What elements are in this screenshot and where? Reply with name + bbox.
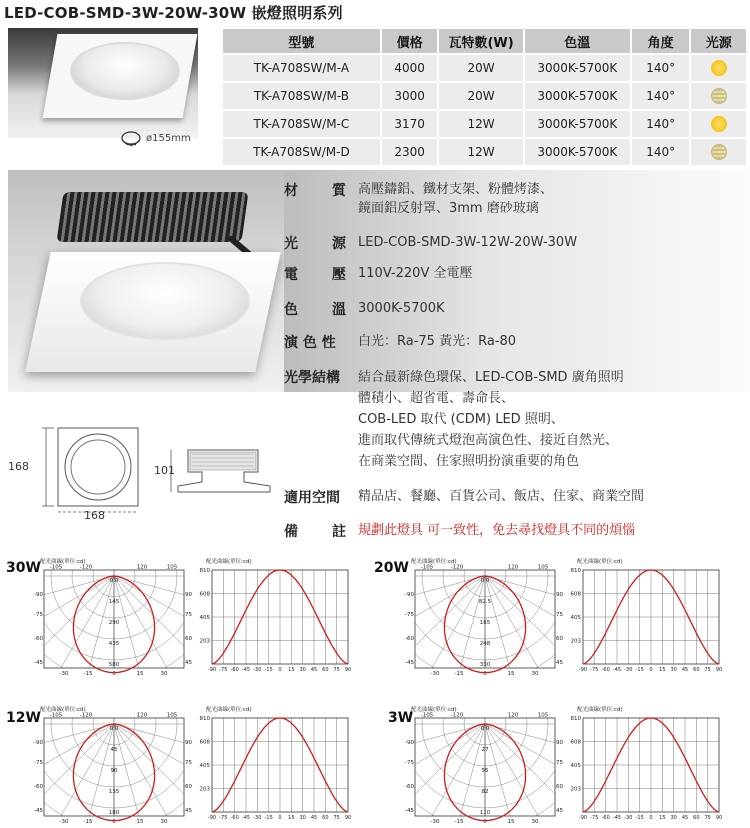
line-x-tick: 75 [704, 815, 711, 821]
line-title: 配光曲線(單位:cd) [206, 707, 252, 713]
polar-ring-label: 90 [110, 768, 118, 774]
polar-angle-label: 0 [112, 671, 116, 677]
line-x-tick: 45 [681, 667, 689, 673]
polar-ring-label: 145 [108, 599, 120, 605]
polar-ring-label: 580 [108, 662, 120, 668]
line-x-tick: 60 [693, 667, 700, 673]
line-x-tick: -15 [264, 667, 273, 673]
attr-value: 3000K-5700K [358, 301, 445, 316]
line-x-tick: 30 [670, 815, 677, 821]
line-y-tick: 405 [570, 763, 581, 769]
polar-angle-label: 60 [185, 636, 192, 642]
polar-angle-label: 105 [166, 564, 178, 571]
chart-12w [34, 704, 352, 828]
line-x-tick: -90 [578, 815, 588, 821]
line-x-tick: -60 [601, 667, 610, 673]
product-ring-large [80, 262, 250, 340]
line-x-tick: -45 [612, 815, 622, 821]
polar-angle-label: 60 [556, 784, 563, 790]
line-x-tick: -60 [230, 815, 239, 821]
attr-value: 鏡面鋁反射罩、3mm 磨砂玻璃 [358, 201, 539, 216]
attr-value: 在商業空間、住家照明扮演重要的角色 [358, 454, 580, 469]
cell-source [691, 111, 746, 137]
attr-value: COB-LED 取代 (CDM) LED 照明、 [358, 412, 564, 427]
polar-angle-label: 90 [556, 592, 563, 598]
product-ring [70, 42, 180, 100]
line-x-tick: -30 [253, 667, 262, 673]
line-x-tick: -15 [264, 815, 273, 821]
line-x-tick: -30 [624, 667, 633, 673]
attr-label: 壓 [332, 267, 346, 283]
line-x-tick: 0 [649, 667, 653, 673]
dim-height: 168 [8, 460, 29, 473]
polar-angle-label: 90 [556, 740, 563, 746]
line-x-tick: 45 [681, 815, 689, 821]
line-x-tick: 75 [704, 667, 711, 673]
line-x-tick: -60 [601, 815, 610, 821]
line-y-tick: 810 [570, 716, 581, 722]
attr-label: 電 [284, 267, 298, 283]
line-x-tick: 90 [715, 667, 723, 673]
cell-model: TK-A708SW/M-A [223, 55, 380, 81]
cob-led-icon [711, 116, 727, 132]
polar-angle-label: -15 [454, 819, 464, 825]
polar-angle-label: -90 [405, 592, 414, 598]
line-x-tick: 15 [659, 815, 666, 821]
spec-table [221, 27, 748, 167]
polar-angle-label: 0 [112, 819, 116, 825]
cell-angle: 140° [632, 83, 690, 109]
polar-angle-label: -105 [49, 564, 63, 571]
line-y-tick: 405 [199, 763, 210, 769]
polar-angle-label: -30 [430, 671, 440, 677]
attr-label: 適用空間 [284, 490, 340, 506]
table-row [223, 55, 746, 81]
attr-label: 註 [332, 524, 346, 540]
line-y-tick: 203 [199, 786, 210, 793]
polar-angle-label: 30 [160, 819, 168, 825]
polar-angle-label: 75 [556, 760, 563, 766]
col-angle: 角度 [632, 29, 690, 53]
polar-angle-label: -30 [430, 819, 440, 825]
chart-30w [34, 556, 352, 680]
polar-angle-label: -60 [34, 636, 43, 642]
attr-value: 體積小、超省電、壽命長、 [358, 391, 515, 406]
chart-label-12w: 12W [6, 710, 41, 726]
line-x-tick: -45 [612, 667, 622, 673]
polar-ring-label: 0.0 [480, 578, 490, 584]
polar-angle-label: -30 [59, 819, 69, 825]
cell-watt: 12W [439, 111, 522, 137]
polar-title: 配光曲線(單位:cd) [411, 559, 457, 565]
cutout-size: ø155mm [146, 133, 191, 144]
polar-angle-label: 30 [160, 671, 168, 677]
line-x-tick: 0 [278, 815, 282, 821]
polar-angle-label: 75 [185, 760, 192, 766]
page-title: LED-COB-SMD-3W-20W-30W 嵌燈照明系列 [4, 4, 343, 22]
line-y-tick: 405 [570, 615, 581, 621]
line-x-tick: 30 [670, 667, 677, 673]
line-x-tick: -90 [578, 667, 588, 673]
line-x-tick: -15 [635, 815, 644, 821]
attr-value: 精品店、餐廳、百貨公司、飯店、住家、商業空間 [358, 489, 645, 504]
col-cct: 色溫 [525, 29, 630, 53]
polar-angle-label: -30 [59, 671, 69, 677]
attr-note-value: 規劃此燈具 可一致性，免去尋找燈具不同的煩惱 [358, 523, 636, 538]
polar-angle-label: 120 [136, 712, 148, 719]
polar-ring-label: 55 [481, 768, 489, 774]
polar-angle-label: -75 [405, 612, 414, 618]
polar-angle-label: -105 [49, 712, 63, 719]
cell-price: 2300 [382, 139, 438, 165]
polar-angle-label: -45 [34, 808, 43, 814]
cell-cct: 3000K-5700K [525, 83, 630, 109]
cell-watt: 20W [439, 83, 522, 109]
polar-angle-label: 30 [531, 819, 539, 825]
polar-title: 配光曲線(單位:cd) [411, 707, 457, 713]
polar-angle-label: 15 [507, 671, 515, 677]
cutout-icon [120, 130, 142, 148]
polar-angle-label: -45 [34, 660, 43, 666]
dim-depth: 101 [154, 464, 175, 477]
line-x-tick: 45 [310, 667, 318, 673]
polar-angle-label: -90 [405, 740, 414, 746]
line-x-tick: 15 [659, 667, 666, 673]
cell-model: TK-A708SW/M-D [223, 139, 380, 165]
line-x-tick: 30 [299, 667, 306, 673]
polar-ring-label: 110 [479, 810, 491, 816]
cell-angle: 140° [632, 55, 690, 81]
polar-angle-label: 75 [556, 612, 563, 618]
line-x-tick: -75 [590, 815, 599, 821]
line-x-tick: 75 [333, 667, 340, 673]
product-photo-large [8, 170, 284, 392]
chart-label-3w: 3W [388, 710, 414, 726]
polar-angle-label: -105 [420, 564, 434, 571]
line-x-tick: 90 [344, 815, 352, 821]
line-x-tick: -45 [241, 667, 251, 673]
attr-label: 備 [284, 524, 298, 540]
polar-angle-label: 0 [483, 671, 487, 677]
polar-angle-label: 75 [185, 612, 192, 618]
line-x-tick: 45 [310, 815, 318, 821]
line-y-tick: 810 [199, 568, 210, 574]
polar-angle-label: -60 [405, 636, 414, 642]
polar-angle-label: -45 [405, 660, 414, 666]
polar-angle-label: 45 [556, 808, 563, 814]
line-x-tick: 15 [288, 667, 295, 673]
polar-angle-label: 60 [556, 636, 563, 642]
line-x-tick: 15 [288, 815, 295, 821]
line-x-tick: -30 [253, 815, 262, 821]
heatsink-fins [56, 192, 248, 242]
line-y-tick: 608 [570, 739, 581, 746]
cell-price: 4000 [382, 55, 438, 81]
chart-label-30w: 30W [6, 560, 41, 576]
polar-ring-label: 135 [108, 789, 120, 795]
line-x-tick: 90 [715, 815, 723, 821]
smd-led-icon [711, 144, 727, 160]
line-x-tick: -75 [590, 667, 599, 673]
line-y-tick: 810 [199, 716, 210, 722]
cob-led-icon [711, 60, 727, 76]
line-x-tick: -30 [624, 815, 633, 821]
polar-angle-label: 15 [136, 819, 144, 825]
polar-angle-label: -120 [450, 564, 464, 571]
product-photo-small [8, 28, 198, 138]
polar-angle-label: -120 [79, 712, 93, 719]
line-x-tick: -15 [635, 667, 644, 673]
polar-ring-label: 0.0 [109, 726, 119, 732]
polar-angle-label: -15 [83, 819, 93, 825]
line-title: 配光曲線(單位:cd) [577, 559, 623, 565]
polar-ring-label: 82.5 [478, 599, 492, 605]
dimension-drawing [8, 420, 278, 520]
line-x-tick: -90 [207, 667, 217, 673]
polar-title: 配光曲線(單位:cd) [40, 707, 86, 713]
dim-width: 168 [84, 509, 105, 520]
polar-angle-label: -120 [79, 564, 93, 571]
line-y-tick: 203 [570, 638, 581, 645]
polar-angle-label: -90 [34, 740, 43, 746]
cell-source [691, 83, 746, 109]
col-source: 光源 [691, 29, 746, 53]
chart-label-20w: 20W [374, 560, 409, 576]
attr-label: 溫 [332, 302, 346, 318]
line-y-tick: 608 [570, 591, 581, 598]
line-x-tick: -45 [241, 815, 251, 821]
line-y-tick: 203 [199, 638, 210, 645]
attr-value: 進而取代傳統式燈泡高演色性、接近自然光、 [358, 433, 619, 448]
polar-angle-label: -120 [450, 712, 464, 719]
polar-ring-label: 0.0 [109, 578, 119, 584]
polar-angle-label: 105 [166, 712, 178, 719]
line-x-tick: 0 [278, 667, 282, 673]
cell-angle: 140° [632, 111, 690, 137]
table-row [223, 83, 746, 109]
col-model: 型號 [223, 29, 380, 53]
attr-label: 質 [332, 183, 346, 199]
polar-angle-label: -60 [405, 784, 414, 790]
line-x-tick: -90 [207, 815, 217, 821]
attr-label: 材 [284, 183, 298, 199]
polar-angle-label: 90 [185, 592, 192, 598]
cell-cct: 3000K-5700K [525, 55, 630, 81]
attr-value: 白光：Ra-75 黃光：Ra-80 [358, 334, 517, 349]
cell-cct: 3000K-5700K [525, 139, 630, 165]
attr-label: 光學結構 [284, 370, 340, 386]
col-watt: 瓦特數(W) [439, 29, 522, 53]
table-header-row [223, 29, 746, 53]
polar-angle-label: -75 [405, 760, 414, 766]
polar-angle-label: -60 [34, 784, 43, 790]
polar-angle-label: 60 [185, 784, 192, 790]
polar-angle-label: 45 [185, 660, 192, 666]
polar-angle-label: 30 [531, 671, 539, 677]
line-x-tick: -75 [219, 667, 228, 673]
polar-angle-label: -15 [454, 671, 464, 677]
attr-value: 110V-220V 全電壓 [358, 266, 473, 281]
line-x-tick: 60 [322, 667, 329, 673]
cell-price: 3170 [382, 111, 438, 137]
cell-model: TK-A708SW/M-C [223, 111, 380, 137]
polar-ring-label: 0.0 [480, 726, 490, 732]
polar-angle-label: 0 [483, 819, 487, 825]
polar-ring-label: 248 [479, 641, 491, 647]
cell-source [691, 55, 746, 81]
polar-angle-label: 90 [185, 740, 192, 746]
polar-title: 配光曲線(單位:cd) [40, 559, 86, 565]
attr-value: LED-COB-SMD-3W-12W-20W-30W [358, 235, 578, 250]
line-title: 配光曲線(單位:cd) [577, 707, 623, 713]
polar-ring-label: 290 [108, 620, 120, 626]
polar-angle-label: -75 [34, 612, 43, 618]
line-x-tick: -60 [230, 667, 239, 673]
polar-ring-label: 45 [110, 747, 118, 753]
polar-angle-label: -45 [405, 808, 414, 814]
polar-angle-label: -105 [420, 712, 434, 719]
polar-angle-label: 15 [136, 671, 144, 677]
polar-ring-label: 165 [479, 620, 491, 626]
polar-ring-label: 27 [481, 747, 489, 753]
line-x-tick: 0 [649, 815, 653, 821]
polar-angle-label: 15 [507, 819, 515, 825]
line-x-tick: 60 [693, 815, 700, 821]
line-x-tick: -75 [219, 815, 228, 821]
line-x-tick: 30 [299, 815, 306, 821]
line-y-tick: 203 [570, 786, 581, 793]
polar-angle-label: -15 [83, 671, 93, 677]
polar-ring-label: 435 [108, 641, 120, 647]
chart-3w [405, 704, 723, 828]
line-y-tick: 608 [199, 591, 210, 598]
polar-angle-label: 120 [136, 564, 148, 571]
polar-angle-label: 45 [556, 660, 563, 666]
polar-ring-label: 180 [108, 810, 120, 816]
cell-cct: 3000K-5700K [525, 111, 630, 137]
polar-angle-label: 105 [537, 712, 549, 719]
cell-price: 3000 [382, 83, 438, 109]
cell-model: TK-A708SW/M-B [223, 83, 380, 109]
cell-watt: 20W [439, 55, 522, 81]
chart-20w [405, 556, 723, 680]
table-row [223, 111, 746, 137]
line-x-tick: 75 [333, 815, 340, 821]
cell-source [691, 139, 746, 165]
polar-angle-label: -90 [34, 592, 43, 598]
attr-label: 色 [284, 302, 298, 318]
polar-ring-label: 330 [479, 662, 491, 668]
attr-label: 源 [332, 236, 346, 252]
line-y-tick: 810 [570, 568, 581, 574]
line-x-tick: 60 [322, 815, 329, 821]
polar-angle-label: 45 [185, 808, 192, 814]
line-y-tick: 405 [199, 615, 210, 621]
line-title: 配光曲線(單位:cd) [206, 559, 252, 565]
attr-value: 結合最新綠色環保、LED-COB-SMD 廣角照明 [358, 370, 624, 385]
polar-angle-label: 105 [537, 564, 549, 571]
col-price: 價格 [382, 29, 438, 53]
table-row [223, 139, 746, 165]
cell-angle: 140° [632, 139, 690, 165]
smd-led-icon [711, 88, 727, 104]
cell-watt: 12W [439, 139, 522, 165]
polar-ring-label: 82 [481, 789, 489, 795]
line-y-tick: 608 [199, 739, 210, 746]
attr-value: 高壓鑄鋁、鐵材支架、粉體烤漆、 [358, 182, 554, 197]
line-x-tick: 90 [344, 667, 352, 673]
polar-angle-label: 120 [507, 712, 519, 719]
polar-angle-label: 120 [507, 564, 519, 571]
attr-label: 演 色 性 [284, 335, 336, 351]
polar-angle-label: -75 [34, 760, 43, 766]
attr-label: 光 [284, 236, 298, 252]
